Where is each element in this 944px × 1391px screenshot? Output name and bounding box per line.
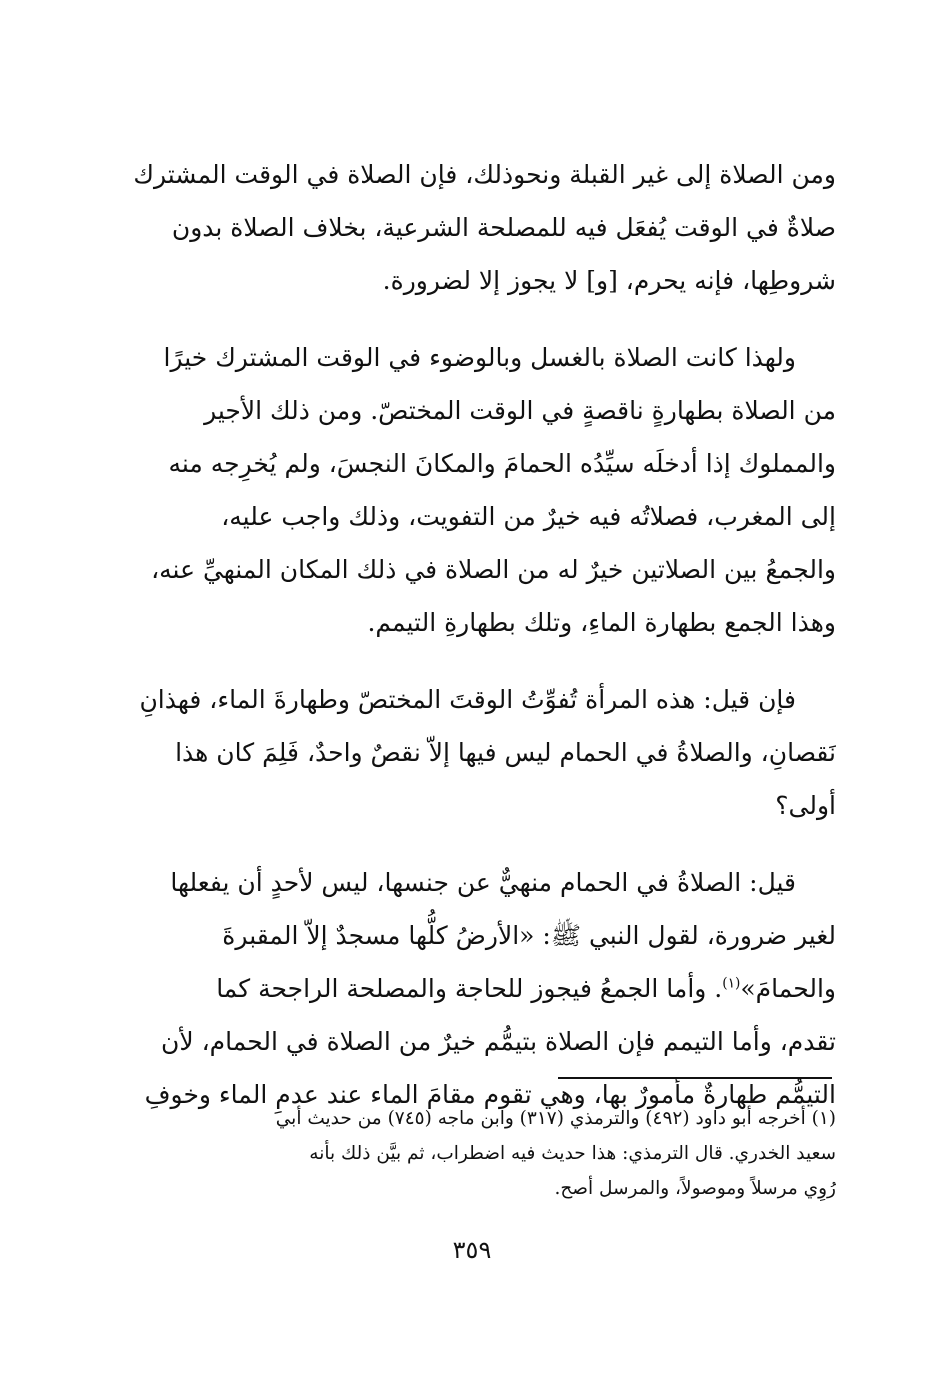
paragraph-3 — [108, 673, 836, 832]
text-line: أولى؟ — [775, 791, 836, 820]
text-line: صلاةٌ في الوقت يُفعَل فيه للمصلحة الشرعية، بخلاف الصلاة بدون — [171, 213, 836, 242]
text-line: إلى المغرب، فصلاتُه فيه خيرٌ من التفويت، وذلك واجب عليه، — [221, 502, 836, 531]
paragraph-2 — [108, 331, 836, 649]
text-segment: . وأما الجمعُ فيجوز للحاجة والمصلحة الراجحة كما — [216, 974, 723, 1003]
text-line: التيمُّم طهارةٌ مأمورٌ بها، وهي تقوم مقامَ الماء عند عدمِ الماء وخوفِ — [144, 1080, 836, 1109]
text-line: ولهذا كانت الصلاة بالغسل وبالوضوء في الوقت المشترك خيرًا — [163, 343, 796, 372]
text-line — [108, 962, 836, 1015]
footnote-marker[interactable]: (١) — [722, 975, 741, 992]
main-text — [108, 148, 836, 1121]
footnote-line: رُوِي مرسلاً وموصولاً، والمرسل أصح. — [554, 1178, 836, 1199]
footnote-line: سعيد الخدري. قال الترمذي: هذا حديث فيه اضطراب، ثم بيَّن ذلك بأنه — [309, 1143, 836, 1164]
text-line: قيل: الصلاةُ في الحمام منهيٌّ عن جنسها، ليس لأحدٍ أن يفعلها — [170, 868, 796, 897]
text-line: والمملوك إذا أدخلَه سيِّدُه الحمامَ والمكانَ النجسَ، ولم يُخرِجه منه — [168, 449, 836, 478]
text-line: ومن الصلاة إلى غير القبلة ونحوذلك، فإن الصلاة في الوقت المشترك — [133, 160, 836, 189]
text-line: من الصلاة بطهارةٍ ناقصةٍ في الوقت المختصّ. ومن ذلك الأجير — [204, 396, 836, 425]
text-line: تقدم، وأما التيمم فإن الصلاة بتيمُّم خيرٌ من الصلاة في الحمام، لأن — [161, 1027, 836, 1056]
text-line: نَقصانِ، والصلاةُ في الحمام ليس فيها إلاّ نقصٌ واحدٌ، فَلِمَ كان هذا — [175, 738, 836, 767]
text-line: شروطِها، فإنه يحرم، [و] لا يجوز إلا لضرورة. — [382, 266, 836, 295]
text-line: لغير ضرورة، لقول النبي ﷺ: «الأرضُ كلُّها مسجدٌ إلاّ المقبرةَ — [222, 921, 836, 950]
text-line: فإن قيل: هذه المرأة تُفوِّتُ الوقتَ المختصّ وطهارةَ الماء، فهذانِ — [139, 685, 796, 714]
text-segment: والحمامَ» — [740, 974, 836, 1003]
text-line: والجمعُ بين الصلاتين خيرٌ له من الصلاة في ذلك المكان المنهيِّ عنه، — [151, 555, 836, 584]
paragraph-1 — [108, 148, 836, 307]
footnote-separator — [558, 1077, 832, 1079]
footnote-line: (١) أخرجه أبو داود (٤٩٢) والترمذي (٣١٧) وابن ماجه (٧٤٥) من حديث أبي — [275, 1108, 836, 1129]
text-line: وهذا الجمع بطهارة الماءِ، وتلك بطهارةِ التيمم. — [367, 608, 836, 637]
paragraph-4 — [108, 856, 836, 1121]
page-number: ٣٥٩ — [452, 1236, 492, 1264]
footnotes — [108, 1101, 836, 1206]
